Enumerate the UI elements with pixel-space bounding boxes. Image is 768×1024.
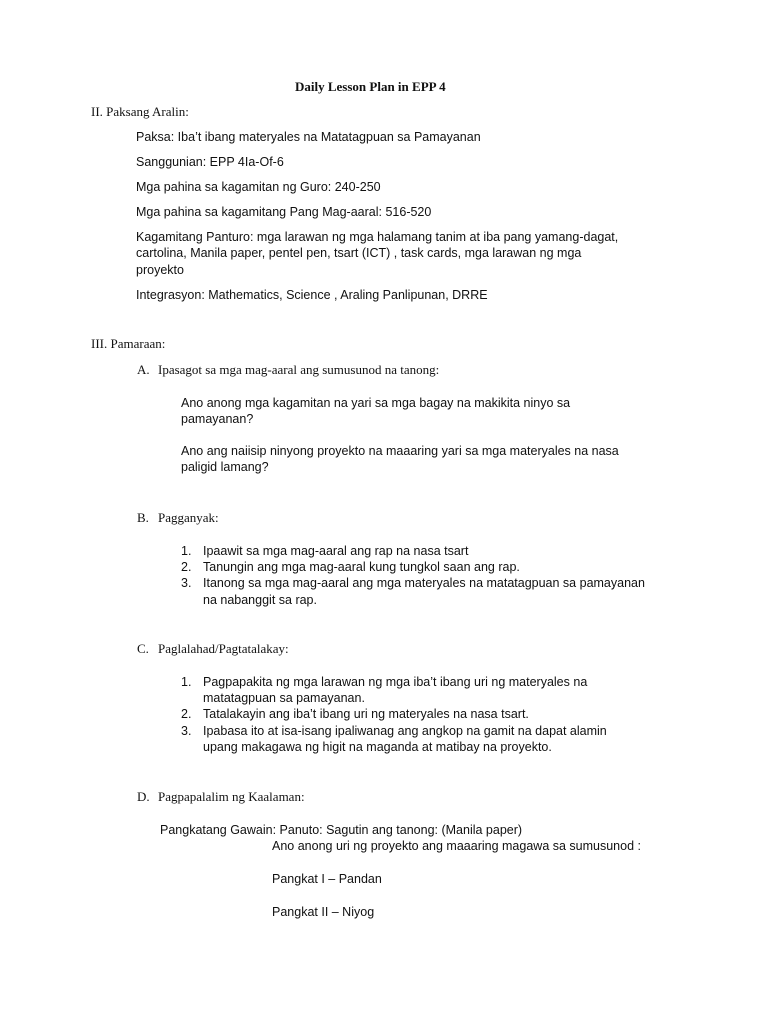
- section-heading-pamaraan: III. Pamaraan:: [91, 336, 166, 351]
- question-line: Ano ang naiisip ninyong proyekto na maaaring yari sa mga materyales na nasa: [181, 444, 619, 458]
- kagamitan-line: cartolina, Manila paper, pentel pen, tsart (ICT) , task cards, mga larawan ng mga: [136, 246, 582, 260]
- item-a-label: Ipasagot sa mga mag-aaral ang sumusunod na tanong:: [158, 362, 440, 377]
- question-line: paligid lamang?: [181, 460, 269, 474]
- item-letter-a: A.: [137, 362, 150, 377]
- list-item: Ipaawit sa mga mag-aaral ang rap na nasa tsart: [203, 544, 469, 558]
- list-number: 3.: [181, 724, 192, 738]
- kagamitan-line: Kagamitang Panturo: mga larawan ng mga halamang tanim at iba pang yamang-dagat,: [136, 230, 619, 244]
- document-title: Daily Lesson Plan in EPP 4: [295, 79, 446, 94]
- list-item: Itanong sa mga mag-aaral ang mga materyales na matatagpuan sa pamayanan: [203, 576, 645, 590]
- list-item-continuation: na nabanggit sa rap.: [203, 593, 317, 607]
- list-number: 3.: [181, 576, 192, 590]
- list-item-continuation: matatagpuan sa pamayanan.: [203, 691, 365, 705]
- sanggunian-line: Sanggunian: EPP 4Ia-Of-6: [136, 155, 284, 169]
- list-number: 2.: [181, 707, 192, 721]
- question-line: pamayanan?: [181, 412, 254, 426]
- kagamitan-line: proyekto: [136, 263, 184, 277]
- list-item: Tatalakayin ang iba’t ibang uri ng materyales na nasa tsart.: [203, 707, 529, 721]
- list-item: Pagpapakita ng mga larawan ng mga iba’t ibang uri ng materyales na: [203, 675, 588, 689]
- list-number: 1.: [181, 675, 192, 689]
- item-letter-d: D.: [137, 789, 150, 804]
- question-line: Ano anong mga kagamitan na yari sa mga bagay na makikita ninyo sa: [181, 396, 571, 410]
- paksa-line: Paksa: Iba’t ibang materyales na Matatagpuan sa Pamayanan: [136, 130, 481, 144]
- item-d-label: Pagpapalalim ng Kaalaman:: [158, 789, 305, 804]
- tanong-line: Ano anong uri ng proyekto ang maaaring magawa sa sumusunod :: [272, 839, 641, 853]
- pangkat-item: Pangkat II – Niyog: [272, 905, 375, 919]
- gawain-line: Pangkatang Gawain: Panuto: Sagutin ang tanong: (Manila paper): [160, 823, 523, 837]
- section-heading-paksang-aralin: II. Paksang Aralin:: [91, 104, 189, 119]
- item-b-label: Pagganyak:: [158, 510, 219, 525]
- list-number: 1.: [181, 544, 192, 558]
- item-c-label: Paglalahad/Pagtatalakay:: [158, 641, 289, 656]
- item-letter-b: B.: [137, 510, 149, 525]
- integrasyon-line: Integrasyon: Mathematics, Science , Araling Panlipunan, DRRE: [136, 288, 488, 302]
- pangkat-item: Pangkat I – Pandan: [272, 872, 382, 886]
- guro-pages-line: Mga pahina sa kagamitan ng Guro: 240-250: [136, 180, 381, 194]
- mag-aaral-pages-line: Mga pahina sa kagamitang Pang Mag-aaral: 516-520: [136, 205, 432, 219]
- list-item-continuation: upang makagawa ng higit na maganda at matibay na proyekto.: [203, 740, 552, 754]
- list-item: Ipabasa ito at isa-isang ipaliwanag ang angkop na gamit na dapat alamin: [203, 724, 607, 738]
- list-item: Tanungin ang mga mag-aaral kung tungkol saan ang rap.: [203, 560, 520, 574]
- list-number: 2.: [181, 560, 192, 574]
- item-letter-c: C.: [137, 641, 149, 656]
